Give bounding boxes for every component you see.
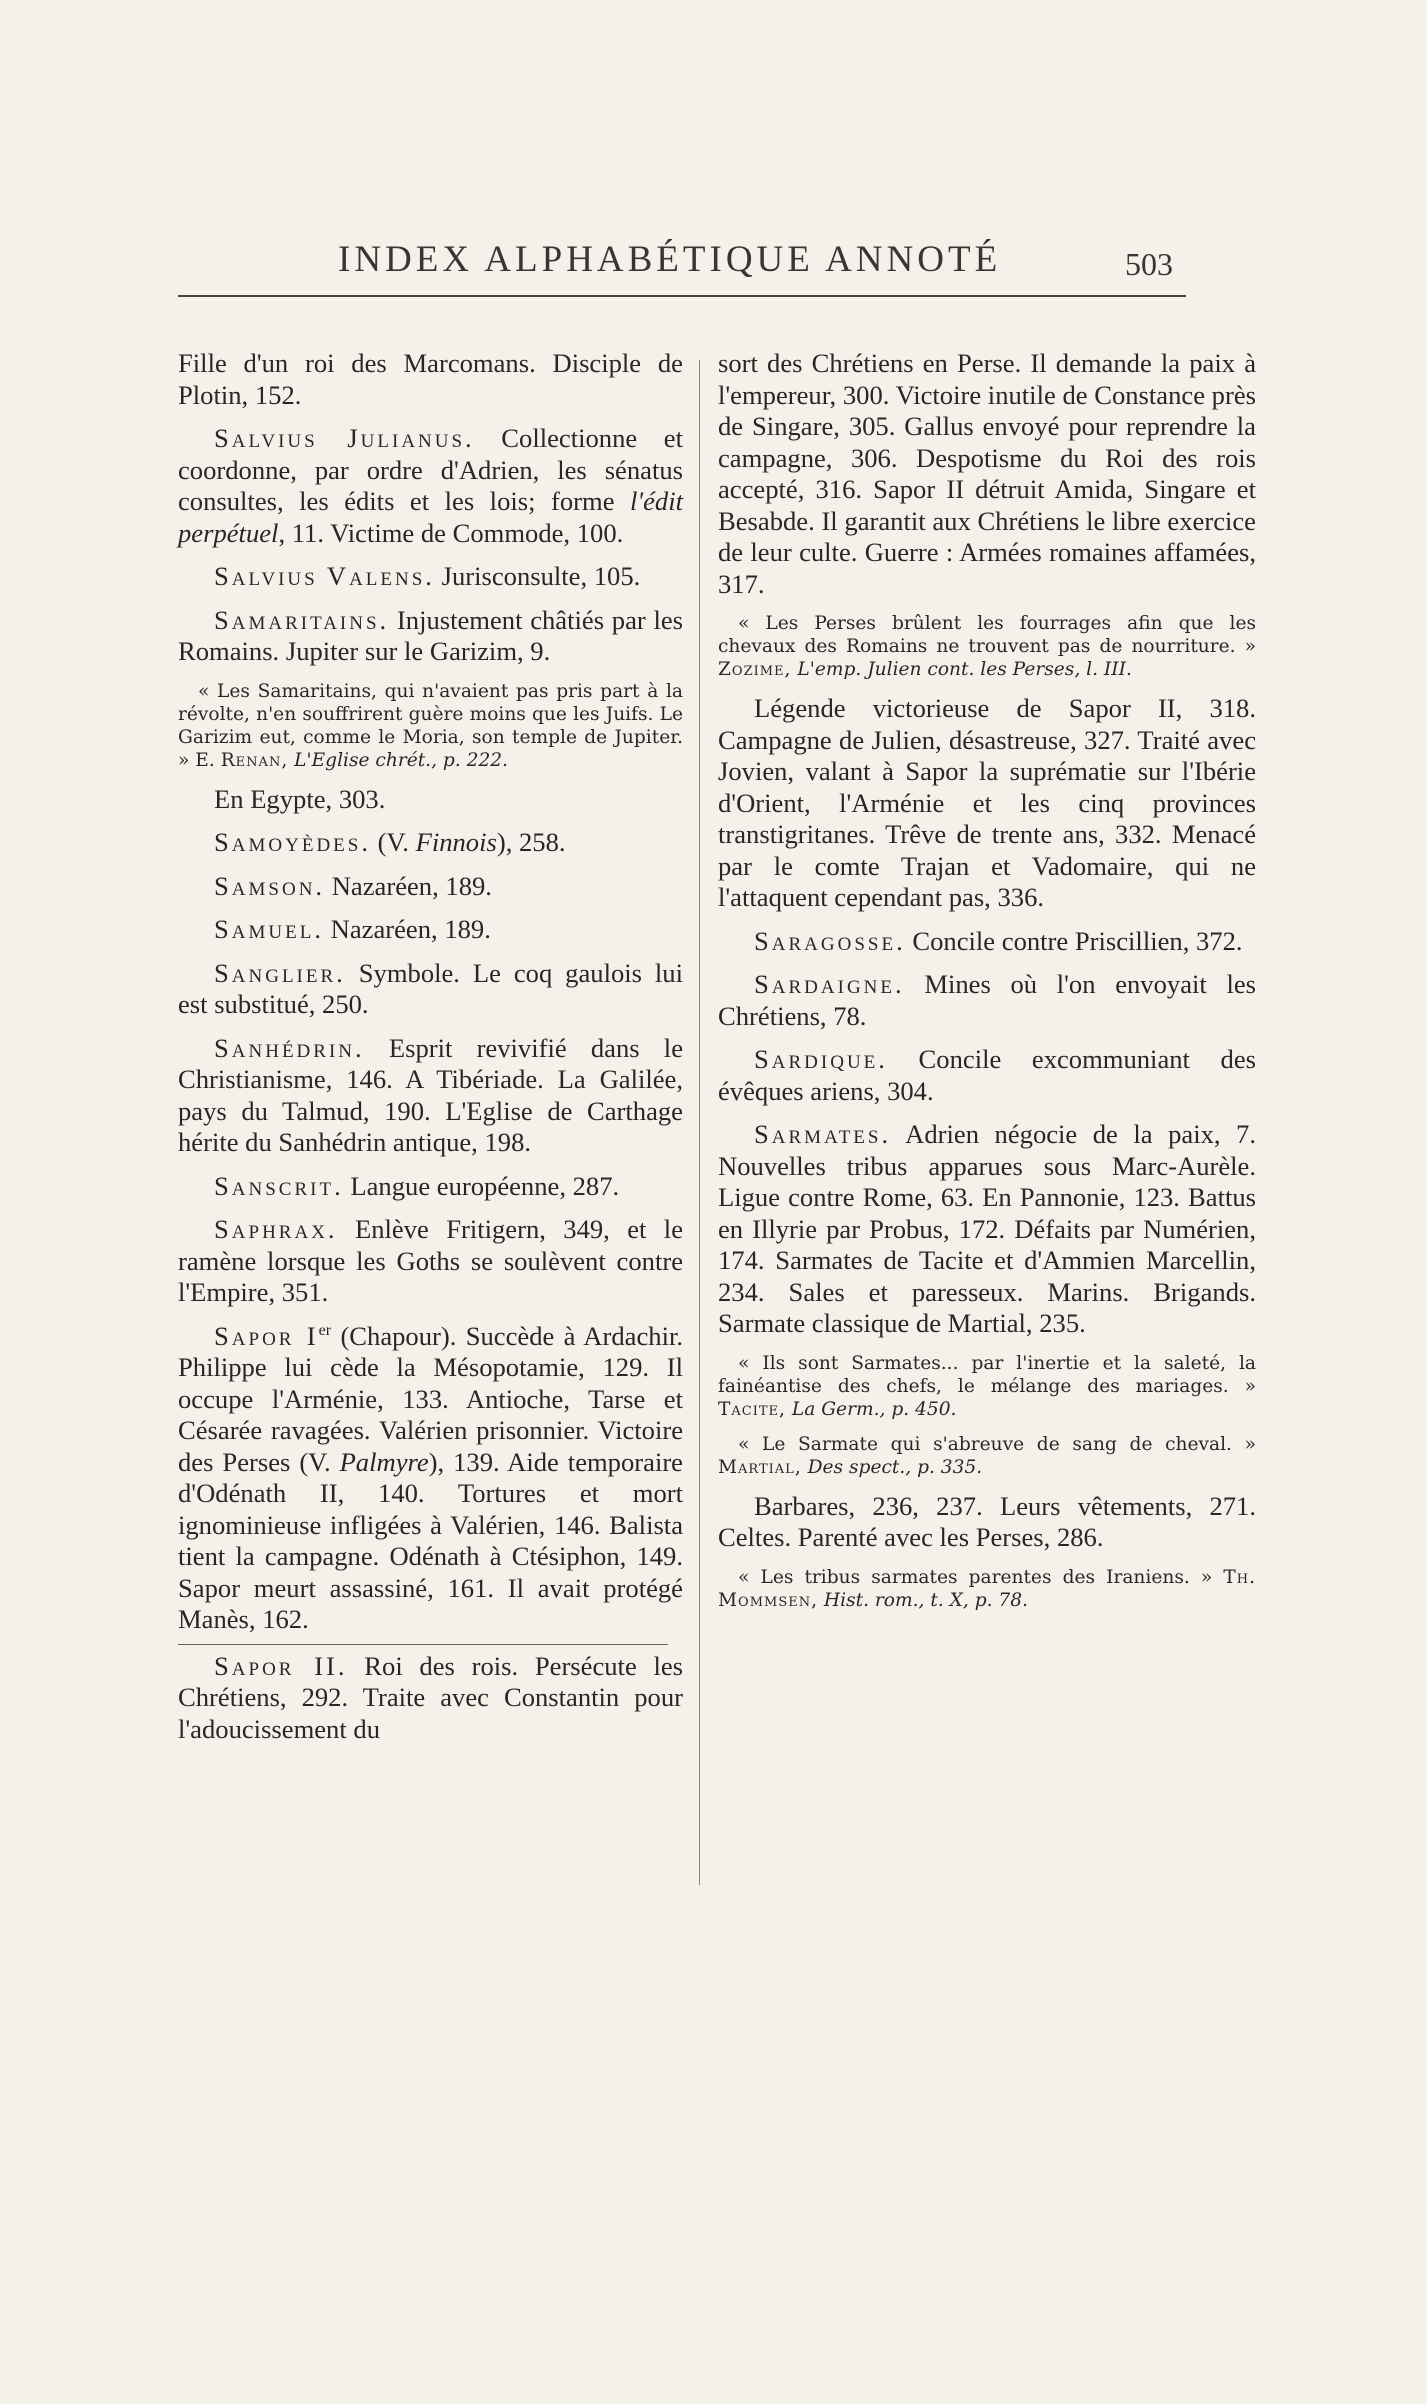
column-divider — [699, 360, 700, 1885]
quotation: « Les Perses brûlent les fourrages afin que les chevaux des Romains ne trouvent pas de nourriture. » Zozime, L'emp. Julien cont. les Perses, l. III. — [718, 613, 1256, 680]
right-column — [718, 348, 1256, 1624]
index-entry-sardaigne: Sardaigne. Mines où l'on envoyait les Chrétiens, 78. — [718, 969, 1256, 1031]
headword: Sanhédrin. — [214, 1032, 365, 1063]
index-entry-continuation: Fille d'un roi des Marcomans. Disciple de Plotin, 152. — [178, 348, 683, 410]
index-entry-sarmates: Sarmates. Adrien négocie de la paix, 7. Nouvelles tribus apparues sous Marc-Aurèle. Ligue contre Rome, 63. En Pannonie, 123. Battus en Illyrie par Probus, 172. Défaits par Numérien, 174. Sarmates de Tacite et d'Ammien Marcellin, 234. Sales et paresseux. Marins. Brigands. Sarmate classique de Martial, 235. — [718, 1119, 1256, 1338]
entry-separator — [178, 1644, 668, 1645]
quotation: « Les Samaritains, qui n'avaient pas pris part à la révolte, n'en souffrirent guère moins que les Juifs. Le Garizim eut, comme le Moria, son temple de Jupiter. » E. Renan, L'Eglise chrét., p. 222. — [178, 680, 683, 771]
running-head: INDEX ALPHABÉTIQUE ANNOTÉ — [338, 239, 1002, 280]
headword: Samson. — [214, 870, 326, 901]
headword: Sarmates. — [754, 1119, 892, 1149]
headword: Samaritains. — [214, 604, 390, 635]
index-entry-continuation: En Egypte, 303. — [214, 783, 386, 814]
headword: Samoyèdes. — [214, 827, 371, 857]
index-entry-samson: Samson. Nazaréen, 189. — [214, 870, 492, 901]
headword: Salvius Julianus. — [214, 423, 475, 453]
index-entry-continuation: Barbares, 236, 237. Leurs vêtements, 271. Celtes. Parenté avec les Perses, 286. — [718, 1490, 1256, 1552]
index-entry-saphrax: Saphrax. Enlève Fritigern, 349, et le ramène lorsque les Goths se soulèvent contre l'Empire, 351. — [178, 1214, 683, 1307]
index-entry-continuation: sort des Chrétiens en Perse. Il demande la paix à l'empereur, 300. Victoire inutile de Constance près de Singare, 305. Gallus envoyé pour reprendre la campagne, 306. Despotisme du Roi des rois accepté, 316. Sapor II détruit Amida, Singare et Besabde. Il garantit aux Chrétiens le libre exercice de leur culte. Guerre : Armées romaines affamées, 317. — [718, 348, 1256, 599]
index-entry-sanglier: Sanglier. Symbole. Le coq gaulois lui est substitué, 250. — [178, 957, 683, 1019]
index-entry-sanhedrin: Sanhédrin. Esprit revivifié dans le Christianisme, 146. A Tibériade. La Galilée, pays du Talmud, 190. L'Eglise de Carthage hérite du Sanhédrin antique, 198. — [178, 1032, 683, 1157]
headword: Salvius Valens. — [214, 561, 435, 591]
index-entry-saragosse: Saragosse. Concile contre Priscillien, 372. — [754, 925, 1243, 956]
index-entry-sardique: Sardique. Concile excommuniant des évêques ariens, 304. — [718, 1044, 1256, 1106]
headword: Sapor I — [214, 1320, 319, 1351]
index-entry-samaritains: Samaritains. Injustement châtiés par les Romains. Jupiter sur le Garizim, 9. — [178, 604, 683, 666]
index-entry-salvius-valens: Salvius Valens. Jurisconsulte, 105. — [214, 561, 641, 591]
header-rule — [178, 295, 1186, 297]
headword: Sardique. — [754, 1044, 888, 1074]
page-number: 503 — [1125, 246, 1173, 282]
headword: Samuel. — [214, 914, 324, 944]
index-entry-sapor-i: Sapor Ier (Chapour). Succède à Ardachir. Philippe lui cède la Mésopotamie, 129. Il occupe l'Arménie, 133. Antioche, Tarse et Césarée ravagées. Valérien prisonnier. Victoire des Perses (V. Palmyre), 139. Aide temporaire d'Odénath II, 140. Tortures et mort ignominieuse infligées à Valérien, 146. Balista tient la campagne. Odénath à Ctésiphon, 149. Sapor meurt assassiné, 161. Il avait protégé Manès, 162. — [178, 1320, 683, 1634]
headword: Sanscrit. — [214, 1170, 344, 1201]
index-entry-samoyedes: Samoyèdes. (V. Finnois), 258. — [214, 827, 566, 857]
quotation: « Ils sont Sarmates... par l'inertie et la saleté, la fainéantise des chefs, le mélange des mariages. » Tacite, La Germ., p. 450. — [718, 1352, 1256, 1420]
headword: Sanglier. — [214, 957, 346, 988]
index-entry-sapor-ii: Sapor II. Roi des rois. Persécute les Chrétiens, 292. Traite avec Constantin pour l'adoucissement du — [178, 1650, 684, 1744]
left-column — [178, 348, 683, 1757]
index-entry-salvius-julianus: Salvius Julianus. Collectionne et coordonne, par ordre d'Adrien, les sénatus consultes, les édits et les lois; forme l'édit perpétuel, 11. Victime de Commode, 100. — [178, 423, 683, 548]
headword: Saphrax. — [214, 1214, 338, 1244]
index-entry-samuel: Samuel. Nazaréen, 189. — [214, 914, 491, 944]
index-entry-continuation: Légende victorieuse de Sapor II, 318. Campagne de Julien, désastreuse, 327. Traité avec Jovien, valant à Sapor la suprématie sur l'Ibérie d'Orient, l'Arménie et les cinq provinces transtigritanes. Trêve de trente ans, 332. Menacé par le comte Trajan et Vadomaire, qui ne l'attaquent cependant pas, 336. — [718, 693, 1256, 912]
headword: Sardaigne. — [754, 969, 905, 999]
quotation: « Le Sarmate qui s'abreuve de sang de cheval. » Martial, Des spect., p. 335. — [718, 1433, 1256, 1478]
index-entry-sanscrit: Sanscrit. Langue européenne, 287. — [214, 1170, 620, 1201]
quotation: « Les tribus sarmates parentes des Iraniens. » Th. Mommsen, Hist. rom., t. X, p. 78. — [718, 1566, 1256, 1611]
headword: Saragosse. — [754, 925, 906, 956]
headword: Sapor II. — [214, 1650, 348, 1681]
